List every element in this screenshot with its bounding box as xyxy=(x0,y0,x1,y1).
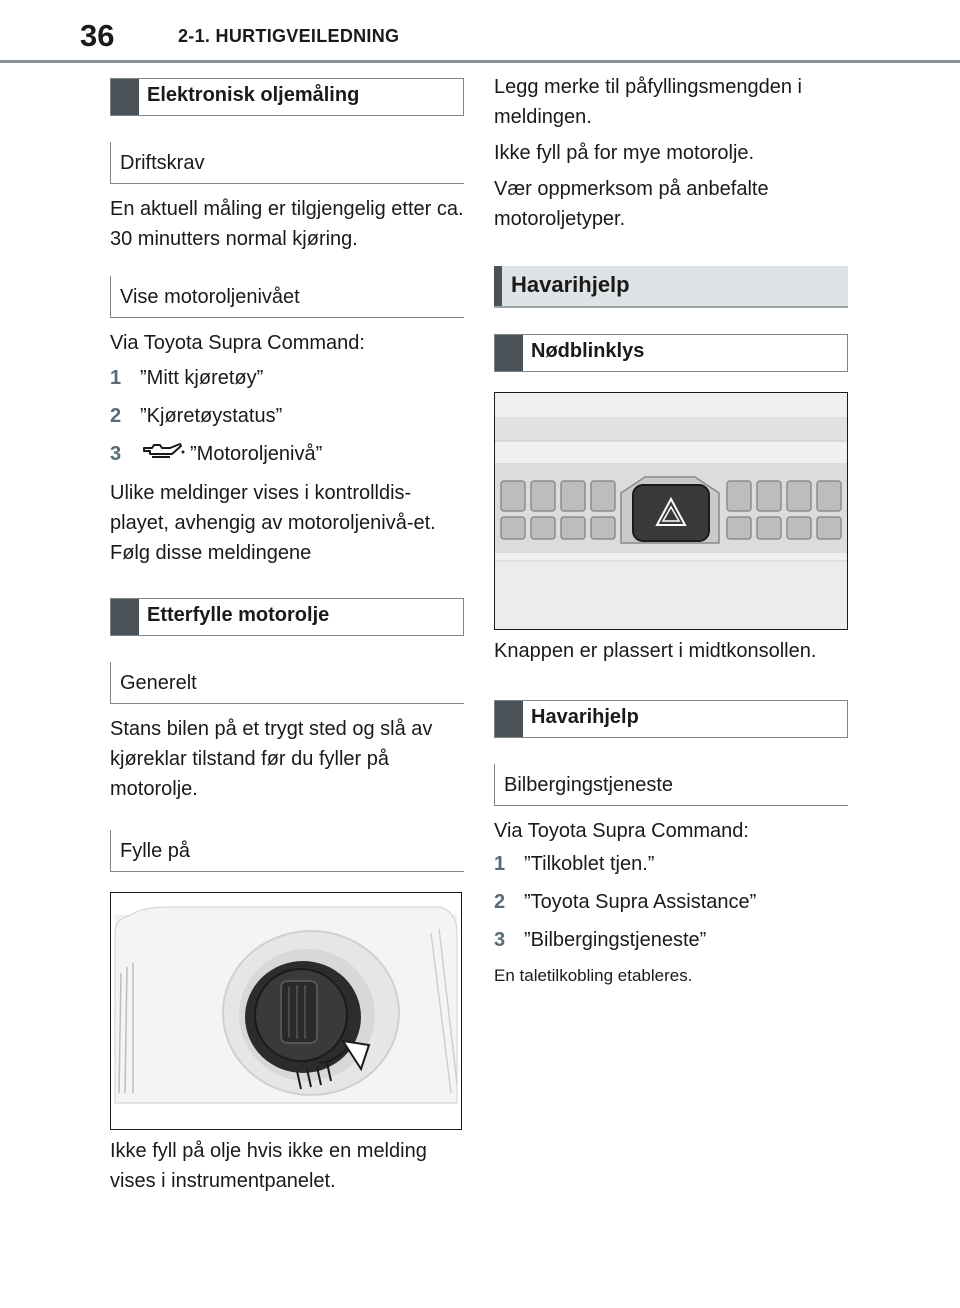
step-2 xyxy=(110,402,464,430)
subhead-show-oil-level: Vise motoroljenivået xyxy=(110,276,464,318)
figure-caption-oil: Ikke fyll på olje hvis ikke en melding vises i instrumentpanelet. xyxy=(110,1140,427,1192)
page-number: 36 xyxy=(80,18,115,53)
note-voice-connection: En taletilkobling etableres. xyxy=(494,966,693,985)
step-1 xyxy=(110,364,464,392)
paragraph-measurement-available: En aktuell måling er tilgjengelig etter ca. 30 minutters normal kjøring. xyxy=(110,198,464,250)
paragraph-messages: Ulike meldinger vises i kontrolldis-playet, avhengig av motoroljenivå-et. Følg disse meldingene xyxy=(110,482,436,564)
heading-oil-measure-text: Elektronisk oljemåling xyxy=(147,84,360,106)
step-text: ”Mitt kjøretøy” xyxy=(140,367,264,389)
heading-hazard-lights-text: Nødblinklys xyxy=(531,340,645,362)
subhead-operating-requirements: Driftskrav xyxy=(110,142,464,184)
step-text: ”Tilkoblet tjen.” xyxy=(524,853,655,875)
step-number: 3 xyxy=(494,929,506,951)
oil-filler-cap-icon xyxy=(111,893,461,1129)
subhead-recovery-service: Bilbergingstjeneste xyxy=(494,764,848,806)
step-3 xyxy=(110,440,464,470)
hazard-figure xyxy=(494,392,848,630)
step-text: ”Bilbergingstjeneste” xyxy=(524,929,707,951)
step-number: 1 xyxy=(494,853,506,875)
figure-caption-hazard: Knappen er plassert i midtkonsollen. xyxy=(494,640,817,662)
left-column xyxy=(110,78,464,1196)
heading-refill xyxy=(110,598,464,636)
paragraph-note-amount: Legg merke til påfyllingsmengden i meldingen. xyxy=(494,76,802,128)
step-number: 2 xyxy=(494,891,506,913)
paragraph-oil-types: Vær oppmerksom på anbefalte motoroljetyper. xyxy=(494,178,769,230)
oil-can-icon xyxy=(140,440,190,470)
assist-step-1 xyxy=(494,850,848,878)
subhead-general: Generelt xyxy=(110,662,464,704)
step-number: 3 xyxy=(110,443,122,465)
paragraph-via-command: Via Toyota Supra Command: xyxy=(110,332,365,354)
step-number: 2 xyxy=(110,405,122,427)
step-text: ”Motoroljenivå” xyxy=(190,443,323,465)
oil-filler-figure xyxy=(110,892,462,1130)
heading-hazard-lights xyxy=(494,334,848,372)
heading-breakdown-help-text: Havarihjelp xyxy=(531,706,639,728)
step-number: 1 xyxy=(110,367,122,389)
section-heading-breakdown-text: Havarihjelp xyxy=(511,272,630,297)
step-text: ”Toyota Supra Assistance” xyxy=(524,891,757,913)
assist-step-3 xyxy=(494,926,848,954)
chapter-title: 2-1. HURTIGVEILEDNING xyxy=(178,26,400,46)
paragraph-via-command-2: Via Toyota Supra Command: xyxy=(494,820,749,842)
header-rule xyxy=(0,60,960,63)
subhead-fill: Fylle på xyxy=(110,830,464,872)
right-column xyxy=(494,72,848,988)
step-text: ”Kjøretøystatus” xyxy=(140,405,283,427)
section-heading-breakdown xyxy=(494,266,848,308)
paragraph-no-overfill: Ikke fyll på for mye motorolje. xyxy=(494,142,755,164)
hazard-button-icon xyxy=(495,393,847,629)
paragraph-stop-car: Stans bilen på et trygt sted og slå av kjøreklar tilstand før du fyller på motorolje. xyxy=(110,718,433,800)
heading-breakdown-help xyxy=(494,700,848,738)
heading-refill-text: Etterfylle motorolje xyxy=(147,604,330,626)
heading-oil-measure xyxy=(110,78,464,116)
assist-step-2 xyxy=(494,888,848,916)
